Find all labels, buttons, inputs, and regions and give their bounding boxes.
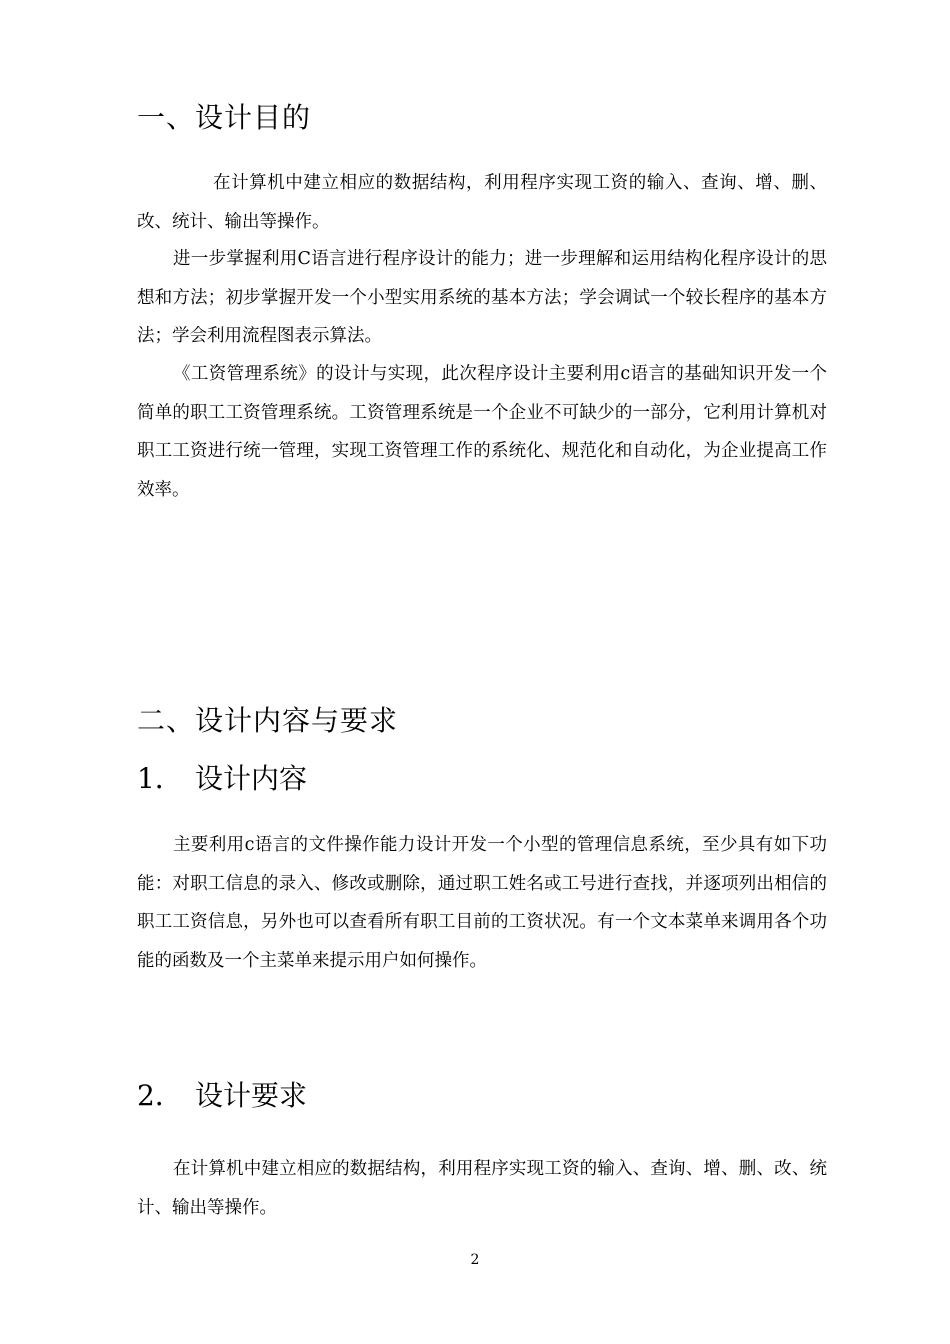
section-heading-content-requirements: 二、设计内容与要求 (137, 704, 399, 737)
paragraph-purpose-3: 《工资管理系统》的设计与实现，此次程序设计主要利用c语言的基础知识开发一个简单的职工工资管理系统。工资管理系统是一个企业不可缺少的一部分，它利用计算机对职工工资进行统一管理，实现工资管理工作的系统化、规范化和自动化，为企业提高工作效率。 (137, 364, 827, 500)
subsection-heading-design-requirements (137, 1079, 307, 1113)
paragraph-purpose-2: 进一步掌握利用C语言进行程序设计的能力；进一步理解和运用结构化程序设计的思想和方法；初步掌握开发一个小型实用系统的基本方法；学会调试一个较长程序的基本方法；学会利用流程图表示算法。 (137, 249, 827, 346)
paragraph-purpose-1: 在计算机中建立相应的数据结构，利用程序实现工资的输入、查询、增、删、改、统计、输出等操作。 (137, 173, 827, 232)
subsection-number: 1． (137, 762, 183, 795)
paragraph-design-requirements: 在计算机中建立相应的数据结构，利用程序实现工资的输入、查询、增、删、改、统计、输出等操作。 (137, 1159, 827, 1218)
subsection-title: 设计要求 (195, 1079, 308, 1112)
subsection-title: 设计内容 (195, 762, 308, 795)
paragraph-design-content: 主要利用c语言的文件操作能力设计开发一个小型的管理信息系统，至少具有如下功能：对职工信息的录入、修改或删除，通过职工姓名或工号进行查找，并逐项列出相信的职工工资信息，另外也可以查看所有职工目前的工资状况。有一个文本菜单来调用各个功能的函数及一个主菜单来提示用户如何操作。 (137, 835, 827, 971)
subsection-number: 2． (137, 1079, 183, 1112)
page-number: 2 (470, 1252, 480, 1268)
subsection-heading-design-content (137, 762, 307, 796)
section-heading-design-purpose: 一、设计目的 (137, 101, 312, 134)
